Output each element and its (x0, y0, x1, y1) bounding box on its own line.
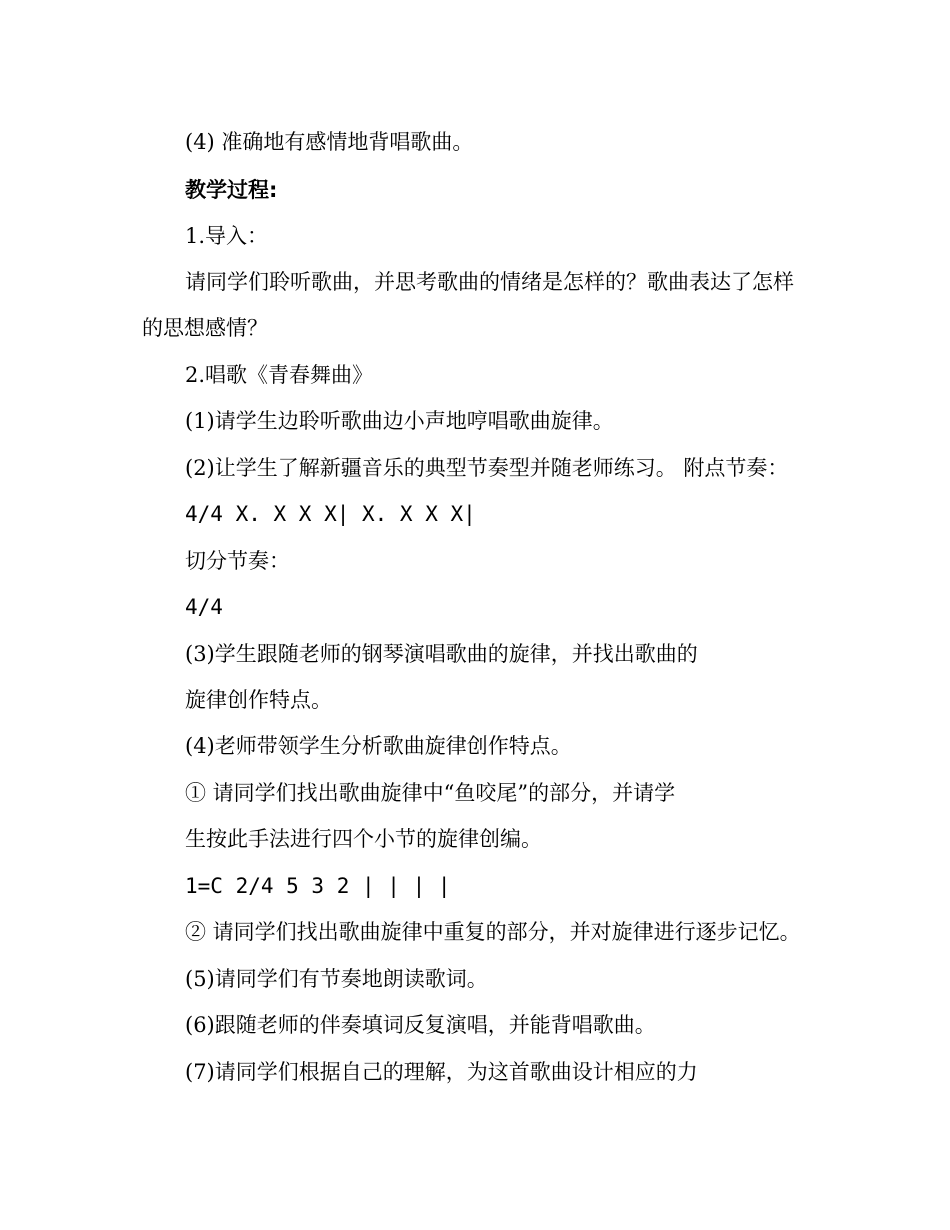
goal-item-4: (4) 准确地有感情地背唱歌曲。 (185, 130, 474, 154)
step-item: (1)请学生边聆听歌曲边小声地哼唱歌曲旋律。 (185, 409, 614, 433)
paragraph-line: 请同学们聆听歌曲，并思考歌曲的情绪是怎样的？歌曲表达了怎样 (185, 270, 794, 294)
sub-item: ① 请同学们找出歌曲旋律中“鱼咬尾”的部分，并请学 (185, 781, 676, 805)
rhythm-notation: 4/4 X. X X X| X. X X X| (185, 502, 476, 526)
step-1-heading: 1.导入： (185, 224, 269, 248)
paragraph-line: 旋律创作特点。 (185, 688, 332, 712)
step-item: (5)请同学们有节奏地朗读歌词。 (185, 967, 488, 991)
step-item: (4)老师带领学生分析歌曲旋律创作特点。 (185, 734, 572, 758)
section-heading-teaching-process: 教学过程: (185, 178, 278, 202)
step-item: (2)让学生了解新疆音乐的典型节奏型并随老师练习。 附点节奏： (185, 456, 789, 480)
step-item: (3)学生跟随老师的钢琴演唱歌曲的旋律，并找出歌曲的 (185, 642, 698, 666)
paragraph-line: 切分节奏： (185, 549, 290, 573)
paragraph-line: 的思想感情？ (142, 316, 268, 340)
melody-notation: 1=C 2/4 5 3 2 | | | | (185, 874, 451, 898)
paragraph-line: 生按此手法进行四个小节的旋律创编。 (185, 827, 542, 851)
step-item: (6)跟随老师的伴奏填词反复演唱，并能背唱歌曲。 (185, 1013, 656, 1037)
sub-item: ② 请同学们找出歌曲旋律中重复的部分，并对旋律进行逐步记忆。 (185, 920, 801, 944)
step-2-heading: 2.唱歌《青春舞曲》 (185, 363, 374, 387)
step-item: (7)请同学们根据自己的理解，为这首歌曲设计相应的力 (185, 1060, 698, 1084)
rhythm-notation: 4/4 (185, 595, 223, 619)
